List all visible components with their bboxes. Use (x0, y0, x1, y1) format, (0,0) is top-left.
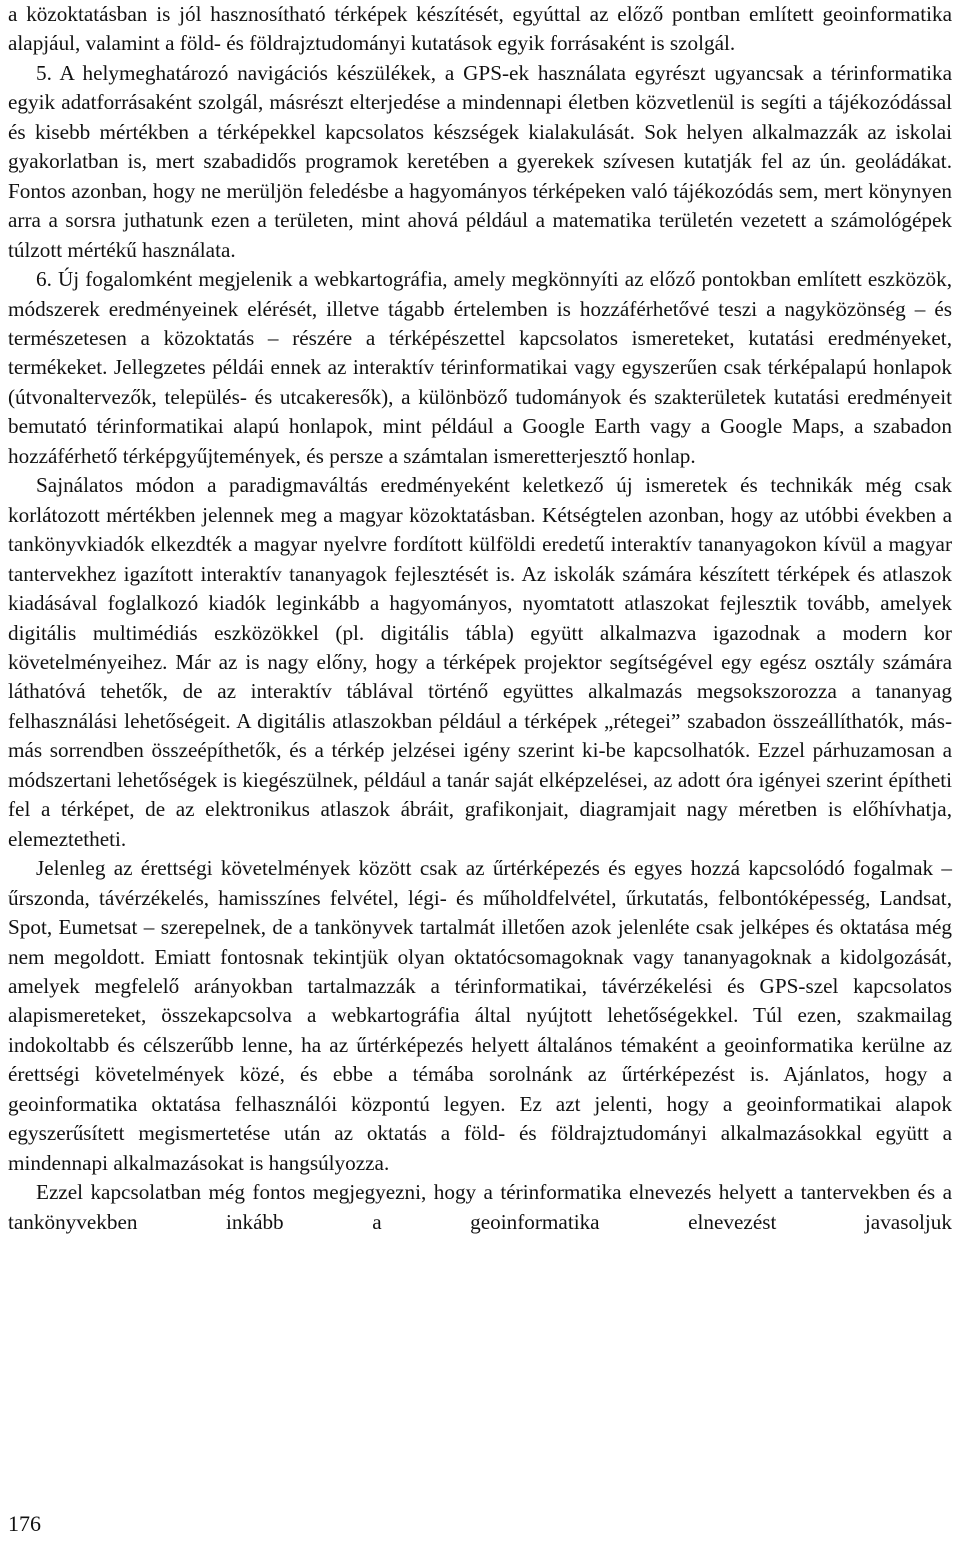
paragraph-4: Sajnálatos módon a paradigmaváltás eredményeként keletkező új ismeretek és technikák még csak korlátozott mértékben jelennek meg a magyar közoktatásban. Kétségtelen azonban, hogy az utóbbi években a tankönyvkiadók elkezdték a magyar nyelvre fordított külföldi eredetű interaktív tananyagokon kívül a magyar tantervekhez igazított interaktív tananyagok fejlesztését is. Az iskolák számára készített térképek és atlaszok kiadásával foglalkozó kiadók leginkább a hagyományos, nyomtatott atlaszokat fejlesztik tovább, amelyek digitális multimédiás eszközökkel (pl. digitális tábla) együtt alkalmazva igazodnak a modern kor követelményeihez. Már az is nagy előny, hogy a térképek projektor segítségével egy egész osztály számára láthatóvá tehetők, de az interaktív táblával történő együttes alkalmazás megsokszorozza a tananyag felhasználási lehetőségeit. A digitális atlaszokban például a térképek „rétegei” szabadon összeállíthatók, más-más sorrendben összeépíthetők, és a térkép jelzései igény szerint ki-be kapcsolhatók. Ezzel párhuzamosan a módszertani lehetőségek is kiegészülnek, például a tanár saját elképzelései, az adott óra igényei szerint építheti fel a térképet, de az elektronikus atlaszok ábráit, grafikonjait, diagramjait nagy méretben is előhívhatja, elemeztetheti. (8, 473, 952, 851)
page-number: 176 (8, 1511, 41, 1536)
paragraph-3: 6. Új fogalomként megjelenik a webkartográfia, amely megkönnyíti az előző pontokban említett eszközök, módszerek eredményeinek elérését, illetve tágabb értelemben is hozzáférhetővé teszi a nagyközönség – és természetesen a közoktatás – részére a térképészettel kapcsolatos ismereteket, kutatási eredményeket, termékeket. Jellegzetes példái ennek az interaktív térinformatikai vagy egyszerűen csak térképalapú honlapok (útvonaltervezők, település- és utcakeresők), a különböző tudományok és szakterületek kutatási eredményeit bemutató térinformatikai alapú honlapok, mint például a Google Earth vagy a Google Maps, a szabadon hozzáférhető térképgyűjtemények, és persze a számtalan ismeretterjesztő honlap. (8, 267, 952, 468)
paragraph-6: Ezzel kapcsolatban még fontos megjegyezni, hogy a térinformatika elnevezés helyett a tantervekben és a tankönyvekben inkább a geoinformatika elnevezést javasoljuk (8, 1180, 952, 1234)
paragraph-2: 5. A helymeghatározó navigációs készülékek, a GPS-ek használata egyrészt ugyancsak a térinformatika egyik adatforrásaként szolgál, másrészt elterjedése a mindennapi életben közvetlenül is segíti a tájékozódással és kisebb mértékben a térképekkel kapcsolatos készségek kialakulását. Sok helyen alkalmazzák az iskolai gyakorlatban is, mert szabadidős programok keretében a gyerekek szívesen kutatják fel az ún. geoládákat. Fontos azonban, hogy ne merüljön feledésbe a hagyományos térképeken való tájékozódás sem, mert könynyen arra a sorsra juthatunk ezen a területen, mint ahová például a matematika területén vezetett a számológépek túlzott mértékű használata. (8, 60, 952, 262)
paragraph-5: Jelenleg az érettségi követelmények között csak az űrtérképezés és egyes hozzá kapcsolódó fogalmak – űrszonda, távérzékelés, hamisszínes felvétel, légi- és műholdfelvétel, űrkutatás, felbontóképesség, Landsat, Spot, Eumetsat – szerepelnek, de a tankönyvek tartalmát illetően azok jelenléte csak jelképes és oktatása még nem megoldott. Emiatt fontosnak tekintjük olyan oktatócsomagoknak vagy tananyagoknak a kidolgozását, amelyek megfelelő arányokban tartalmazzák a térinformatikai, távérzékelési és GPS-szel kapcsolatos alapismereteket, összekapcsolva a webkartográfia által nyújtott lehetőségekkel. Túl ezen, szakmailag indokoltabb és célszerűbb lenne, ha az űrtérképezés helyett általános témaként a geoinformatika kerülne az érettségi követelmények közé, és ebbe a témába sorolnánk az űrtérképezést is. Ajánlatos, hogy a geoinformatika oktatása felhasználói központú legyen. Ez azt jelenti, hogy a geoinformatikai alapok egyszerűsített megismertetése után az oktatás a föld- és földrajztudományi alkalmazásokkal együtt a mindennapi alkalmazásokat is hangsúlyozza. (8, 856, 952, 1175)
page-body (8, 0, 952, 1237)
paragraph-1: a közoktatásban is jól hasznosítható térképek készítését, egyúttal az előző pontban említett geoinformatika alapjául, valamint a föld- és földrajztudományi kutatások egyik forrásaként is szolgál. (8, 2, 952, 56)
